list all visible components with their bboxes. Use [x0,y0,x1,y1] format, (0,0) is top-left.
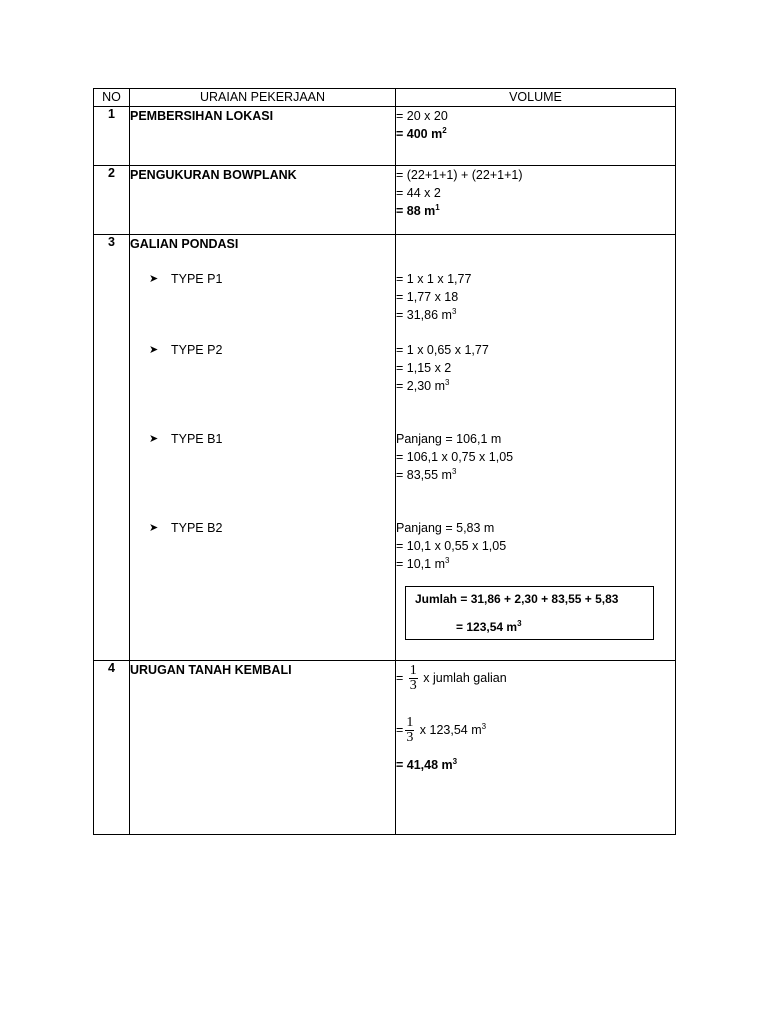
result-line: = 88 $m^1$ [396,203,440,218]
result-line: = 41,48 $m^3$ [396,757,458,772]
calc-block-b2: Panjang = 5,83 m = 10,1 x 0,55 x 1,05 = 10,1 $m^3$ [396,521,507,571]
subitem-p2: ➤ TYPE P2 [149,343,223,357]
jumlah-formula: Jumlah = 31,86 + 2,30 + 83,55 + 5,83 [415,592,619,606]
table-header-row [94,89,676,107]
row-number: 1 [94,107,130,166]
row-number: 3 [94,235,130,661]
volume-table [93,88,676,835]
jumlah-box [405,586,654,640]
header-no: NO [94,89,130,107]
header-volume: VOLUME [396,89,676,107]
arrow-bullet-icon: ➤ [149,433,159,445]
table-row [94,166,676,235]
row-number: 4 [94,661,130,835]
subitem-b2: ➤ TYPE B2 [149,521,223,535]
header-uraian: URAIAN PEKERJAAN [130,89,396,107]
jumlah-result: = 123,54 $m^3$ [456,619,522,634]
subitem-b1: ➤ TYPE B1 [149,432,223,446]
item-title: URUGAN TANAH KEMBALI [130,663,292,677]
result-line: = 400 $m^2$ [396,126,447,141]
table-row [94,235,676,661]
calc-line: = 20 x 20 [396,109,448,123]
item-title: PENGUKURAN BOWPLANK [130,168,297,182]
table-row [94,107,676,166]
item-title: PEMBERSIHAN LOKASI [130,109,274,123]
arrow-bullet-icon: ➤ [149,344,159,356]
calc-block-p2: = 1 x 0,65 x 1,77 = 1,15 x 2 = 2,30 $m^3$ [396,343,489,393]
calc-block-b1: Panjang = 106,1 m = 106,1 x 0,75 x 1,05 = 83,55 $m^3$ [396,432,514,482]
subitem-p1: ➤ TYPE P1 [149,272,223,286]
calc-line: = 44 x 2 [396,186,441,200]
fraction-line-2: = $\frac{1}{3}$ x 123,54 $m^3$ [396,715,487,746]
arrow-bullet-icon: ➤ [149,273,159,285]
fraction-one-third: $\frac{1}{3}$ [409,663,417,694]
row-number: 2 [94,166,130,235]
arrow-bullet-icon: ➤ [149,522,159,534]
calc-line: = (22+1+1) + (22+1+1) [396,168,523,182]
calc-block-p1: = 1 x 1 x 1,77 = 1,77 x 18 = 31,86 $m^3$ [396,272,472,322]
fraction-line-1: = $\frac{1}{3}$ x jumlah galian [396,663,507,694]
item-title: GALIAN PONDASI [130,237,239,251]
fraction-one-third: $\frac{1}{3}$ [406,715,414,746]
table-row [94,661,676,835]
